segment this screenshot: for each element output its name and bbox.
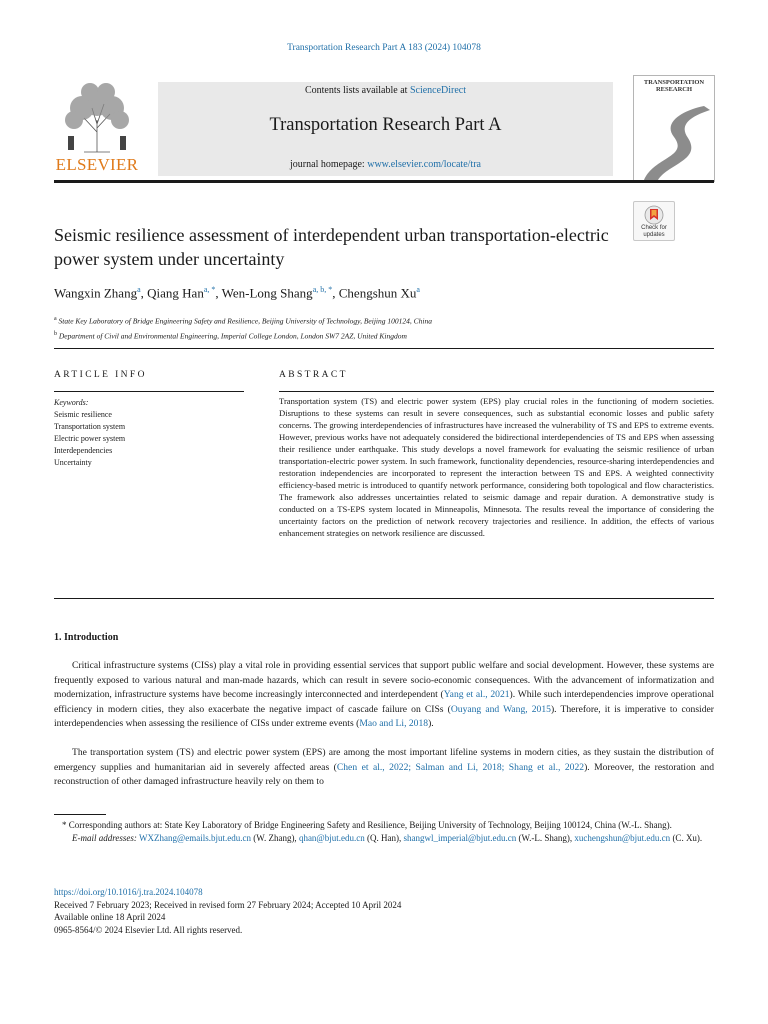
keyword-item: Transportation system bbox=[54, 422, 126, 431]
journal-citation[interactable]: Transportation Research Part A 183 (2024) 104078 bbox=[287, 43, 481, 53]
contents-prefix: Contents lists available at bbox=[304, 85, 410, 96]
author-affil-mark[interactable]: a, b, * bbox=[312, 285, 333, 294]
introduction-heading: 1. Introduction bbox=[54, 632, 119, 643]
author-affil-mark[interactable]: a bbox=[416, 285, 420, 294]
keyword-item: Uncertainty bbox=[54, 458, 92, 467]
affiliation-item bbox=[54, 328, 714, 343]
email-link[interactable]: xuchengshun@bjut.edu.cn bbox=[574, 833, 671, 843]
footnote-rule bbox=[54, 814, 106, 815]
paper-title: Seismic resilience assessment of interdependent urban transportation-electric power system under uncertainty bbox=[54, 225, 609, 269]
sciencedirect-link[interactable]: ScienceDirect bbox=[409, 85, 467, 96]
corresponding-author-note: * Corresponding authors at: State Key Laboratory of Bridge Engineering Safety and Resilience, Beijing University of Technology, Beijing 100124, China (W.-L. Shang). bbox=[62, 820, 672, 830]
author-name[interactable]: Wen-Long Shang bbox=[221, 285, 313, 301]
cover-title: TRANSPORTATION RESEARCH bbox=[643, 79, 705, 93]
email-owner: (W.-L. Shang), bbox=[518, 833, 573, 843]
check-updates-label: Check for updates bbox=[641, 225, 667, 238]
paragraph-text: ). Therefore, it is imperative to consider interdependencies when assessing the resilience of CISs under extreme events ( bbox=[54, 703, 714, 729]
article-info-rule bbox=[54, 391, 244, 392]
doi-link[interactable]: https://doi.org/10.1016/j.tra.2024.104078 bbox=[54, 887, 203, 897]
author-name[interactable]: Chengshun Xu bbox=[338, 285, 417, 301]
contents-line bbox=[158, 85, 613, 96]
footnotes bbox=[54, 819, 714, 845]
cover-road-graphic bbox=[634, 102, 714, 180]
abstract-text: Transportation system (TS) and electric power system (EPS) play crucial roles in the functioning of modern societies. Disruptions to these systems can result in severe consequences, such as substantial economic losses and public safety concerns. The growing interdependencies of infrastructures have increased the vulnerability of TS and EPS to extreme events. However, previous works have not adequately considered the bidirectional interdependencies of TS and EPS when assessing their resilience under earthquake. This study develops a novel framework for evaluating the seismic resilience of urban transportation-electric power system. In such framework, functionality dependencies, resource-sharing interdependencies and restoration independencies are incorporated to represent the interaction between TS and EPS. A weighted connectivity efficiency-based metric is introduced to quantify network performance, considering both topological and flow characteristics. The framework also addresses uncertainties related to seismic damage and repair duration. A demonstrative study is conducted on a TS-EPS system located in Minneapolis, Minnesota. The results reveal the importance of considering the uncertainty factors on the prediction of network recovery trajectories and resilience. In addition, the effects of various enhancement strategies on network resilience are discussed. bbox=[279, 396, 714, 538]
affiliation-text: Department of Civil and Environmental Engineering, Imperial College London, London SW7 2AZ, United Kingdom bbox=[58, 331, 407, 340]
affiliation-text: State Key Laboratory of Bridge Engineering Safety and Resilience, Beijing University of Technology, Beijing 100124, China bbox=[58, 316, 432, 326]
bookmark-icon bbox=[644, 205, 664, 225]
author-affil-mark[interactable]: a bbox=[137, 285, 141, 294]
homepage-link[interactable]: www.elsevier.com/locate/tra bbox=[367, 159, 481, 170]
abstract-rule bbox=[279, 391, 714, 392]
intro-paragraph-1 bbox=[54, 659, 714, 732]
received-dates: Received 7 February 2023; Received in revised form 27 February 2024; Accepted 10 April 2024 bbox=[54, 899, 402, 910]
homepage-prefix: journal homepage: bbox=[290, 159, 368, 170]
check-for-updates-button[interactable] bbox=[633, 201, 675, 241]
article-info-heading: ARTICLE INFO bbox=[54, 370, 147, 380]
keywords-label: Keywords: bbox=[54, 398, 89, 407]
email-owner: (C. Xu). bbox=[672, 833, 703, 843]
keyword-item: Electric power system bbox=[54, 434, 126, 443]
intro-paragraph-2 bbox=[54, 746, 714, 790]
email-owner: (Q. Han), bbox=[366, 833, 402, 843]
citation-link[interactable]: Ouyang and Wang, 2015 bbox=[450, 703, 551, 715]
paragraph-text: ). Moreover, the restoration and reconstruction of other damaged infrastructure heavily rely on them to bbox=[54, 761, 714, 787]
email-link[interactable]: qhan@bjut.edu.cn bbox=[298, 833, 365, 843]
citation-link[interactable]: Chen et al., 2022; Salman and Li, 2018; Shang et al., 2022 bbox=[336, 761, 585, 773]
journal-title: Transportation Research Part A bbox=[269, 115, 502, 135]
journal-masthead bbox=[158, 82, 613, 176]
paragraph-text: The transportation system (TS) and electric power system (EPS) are among the most important lifeline systems in modern cities, as they sustain the distribution of emergency supplies and humanitarian aid in severely affected areas ( bbox=[54, 747, 714, 773]
homepage-line bbox=[158, 159, 613, 170]
affiliations bbox=[54, 313, 714, 342]
abstract-bottom-rule bbox=[54, 598, 714, 599]
keyword-item: Interdependencies bbox=[54, 446, 113, 455]
publication-info bbox=[54, 886, 714, 936]
abstract-heading: ABSTRACT bbox=[279, 370, 348, 380]
affiliation-mark: b bbox=[54, 330, 57, 337]
email-link[interactable]: shangwl_imperial@bjut.edu.cn bbox=[403, 833, 517, 843]
email-addresses bbox=[54, 832, 714, 845]
email-owner: (W. Zhang), bbox=[253, 833, 297, 843]
available-online-date: Available online 18 April 2024 bbox=[54, 912, 166, 922]
paragraph-text: Critical infrastructure systems (CISs) play a vital role in providing essential services that support public welfare and social development. However, these systems are frequently exposed to various natural and man-made hazards, which can result in severe socio-economic consequences. With the advancement of informatization and modernization, infrastructure systems have become increasingly interconnected and interdependent ( bbox=[54, 660, 714, 700]
paragraph-text: ). While such interdependencies improve operational efficiency in modern cities, they also exacerbate the negative impact of cascade failure on CISs ( bbox=[54, 689, 714, 715]
section-divider bbox=[54, 348, 714, 349]
email-label: E-mail addresses: bbox=[72, 833, 137, 843]
author-list: Wangxin Zhang$^a$, Qiang Han$^{a, *}$, Wen-Long Shang$^{a, b, *}$, Chengshun Xu$^a$ bbox=[54, 285, 420, 301]
journal-cover-image[interactable] bbox=[633, 75, 715, 182]
author-name[interactable]: Qiang Han bbox=[147, 285, 204, 301]
author-name[interactable]: Wangxin Zhang bbox=[54, 285, 138, 301]
citation-link[interactable]: Mao and Li, 2018 bbox=[359, 718, 429, 729]
affiliation-item bbox=[54, 313, 714, 328]
publisher-name: ELSEVIER bbox=[55, 155, 139, 174]
header-rule bbox=[54, 180, 714, 183]
affiliation-mark: a bbox=[54, 316, 57, 322]
paragraph-text: ). bbox=[428, 718, 434, 729]
author-affil-mark[interactable]: a, * bbox=[203, 285, 216, 294]
keyword-item: Seismic resilience bbox=[54, 410, 112, 419]
keywords-block bbox=[54, 397, 244, 469]
email-link[interactable]: WXZhang@emails.bjut.edu.cn bbox=[139, 833, 252, 843]
copyright-notice: 0965-8564/© 2024 Elsevier Ltd. All rights reserved. bbox=[54, 924, 243, 935]
citation-link[interactable]: Yang et al., 2021 bbox=[443, 689, 510, 700]
